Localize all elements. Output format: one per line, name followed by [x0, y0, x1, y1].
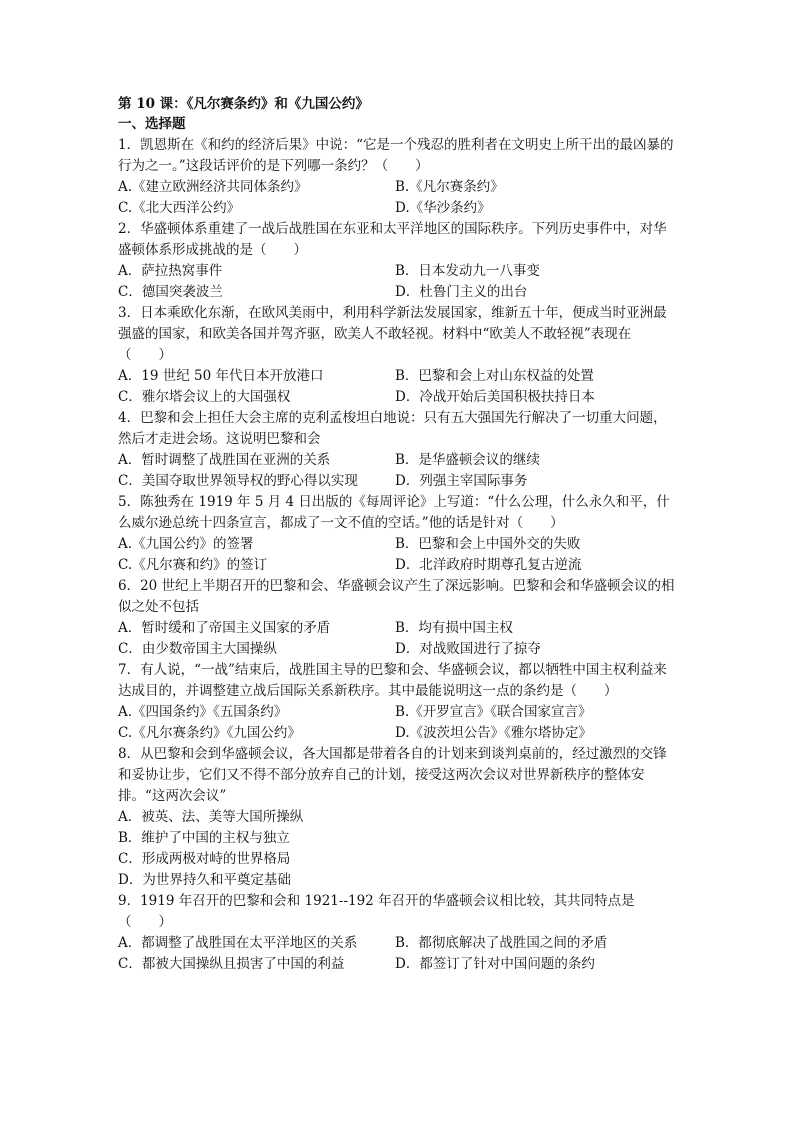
- section-heading: 一、选择题: [118, 116, 186, 132]
- document-page: [118, 94, 678, 975]
- option-d: D．杜鲁门主义的出台: [395, 284, 528, 300]
- option-d: D.《华沙条约》: [395, 200, 491, 216]
- option-d: D．都签订了针对中国问题的条约: [395, 956, 595, 972]
- question-stem: 6．20 世纪上半期召开的巴黎和会、华盛顿会议产生了深远影响。巴黎和会和华盛顿会议的相似之处不包括: [118, 578, 675, 615]
- option-a: A.《四国条约》《五国条约》: [118, 704, 288, 720]
- question-9: [118, 891, 678, 975]
- option-c: C.《凡尔赛和约》的签订: [118, 557, 268, 573]
- option-a: A．萨拉热窝事件: [118, 263, 223, 279]
- option-b: B.《凡尔赛条约》: [395, 179, 504, 195]
- option-b: B．维护了中国的主权与独立: [118, 830, 290, 846]
- option-b: B．都彻底解决了战胜国之间的矛盾: [395, 935, 608, 951]
- option-c: C．雅尔塔会议上的大国强权: [118, 389, 291, 405]
- question-stem: 1．凯恩斯在《和约的经济后果》中说：“它是一个残忍的胜利者在文明史上所干出的最凶暴的行为之一。”这段话评价的是下列哪一条约？（ ）: [118, 137, 674, 174]
- question-stem: 9．1919 年召开的巴黎和会和 1921--192 年召开的华盛顿会议相比较，其共同特点是（ ）: [118, 893, 635, 930]
- question-stem: 7．有人说，“一战”结束后，战胜国主导的巴黎和会、华盛顿会议，都以牺牲中国主权利益来达成目的，并调整建立战后国际关系新秩序。其中最能说明这一点的条约是（ ）: [118, 662, 667, 699]
- question-1: [118, 135, 678, 219]
- question-7: [118, 660, 678, 744]
- question-stem: 4．巴黎和会上担任大会主席的克利孟梭坦白地说：只有五大强国先行解决了一切重大问题，然后才走进会场。这说明巴黎和会: [118, 410, 667, 447]
- option-c: C.《凡尔赛条约》《九国公约》: [118, 725, 301, 741]
- option-b: B.《开罗宣言》《联合国家宣言》: [395, 704, 592, 720]
- option-a: A．都调整了战胜国在太平洋地区的关系: [118, 935, 358, 951]
- option-b: B．是华盛顿会议的继续: [395, 452, 540, 468]
- question-stem: 3．日本乘欧化东渐，在欧风美雨中，利用科学新法发展国家，维新五十年，便成当时亚洲最强盛的国家，和欧美各国并驾齐驱，欧美人不敢轻视。材料中“欧美人不敢轻视”表现在（ ）: [118, 305, 667, 363]
- question-6: [118, 576, 678, 660]
- question-8: [118, 744, 678, 891]
- option-d: D．冷战开始后美国积极扶持日本: [395, 389, 595, 405]
- option-a: A．19 世纪 50 年代日本开放港口: [118, 368, 324, 384]
- option-a: A．暂时调整了战胜国在亚洲的关系: [118, 452, 331, 468]
- question-3: [118, 303, 678, 408]
- option-a: A．被英、法、美等大国所操纵: [118, 809, 304, 825]
- option-c: C．德国突袭波兰: [118, 284, 223, 300]
- option-d: D．列强主宰国际事务: [395, 473, 528, 489]
- option-c: C．由少数帝国主大国操纵: [118, 641, 277, 657]
- option-b: B．日本发动九一八事变: [395, 263, 540, 279]
- question-stem: 2．华盛顿体系重建了一战后战胜国在东亚和太平洋地区的国际秩序。下列历史事件中，对华盛顿体系形成挑战的是（ ）: [118, 221, 667, 258]
- question-stem: 8．从巴黎和会到华盛顿会议，各大国都是带着各自的计划来到谈判桌前的，经过激烈的交锋和妥协让步，它们又不得不部分放弃自己的计划，接受这两次会议对世界新秩序的整体安排。“这两次会议”: [118, 746, 667, 804]
- question-2: [118, 219, 678, 303]
- option-d: D．为世界持久和平奠定基础: [118, 872, 291, 888]
- option-a: A．暂时缓和了帝国主义国家的矛盾: [118, 620, 331, 636]
- option-d: D．对战败国进行了掠夺: [395, 641, 541, 657]
- option-c: C．形成两极对峙的世界格局: [118, 851, 291, 867]
- option-b: B．巴黎和会上对山东权益的处置: [395, 368, 594, 384]
- question-5: [118, 492, 678, 576]
- question-4: [118, 408, 678, 492]
- option-a: A.《建立欧洲经济共同体条约》: [118, 179, 308, 195]
- option-b: B．均有损中国主权: [395, 620, 513, 636]
- option-d: D．北洋政府时期尊孔复古逆流: [395, 557, 582, 573]
- option-a: A.《九国公约》的签署: [118, 536, 254, 552]
- option-c: C．美国夺取世界领导权的野心得以实现: [118, 473, 358, 489]
- option-c: C．都被大国操纵且损害了中国的利益: [118, 956, 345, 972]
- option-b: B．巴黎和会上中国外交的失败: [395, 536, 581, 552]
- option-c: C.《北大西洋公约》: [118, 200, 241, 216]
- lesson-title: 第 10 课：《凡尔赛条约》和《九国公约》: [118, 96, 369, 112]
- question-stem: 5．陈独秀在 1919 年 5 月 4 日出版的《每周评论》上写道：“什么公理，什么永久和平，什么威尔逊总统十四条宣言，都成了一文不值的空话。”他的话是针对（ ）: [118, 494, 670, 531]
- option-d: D.《波茨坦公告》《雅尔塔协定》: [395, 725, 592, 741]
